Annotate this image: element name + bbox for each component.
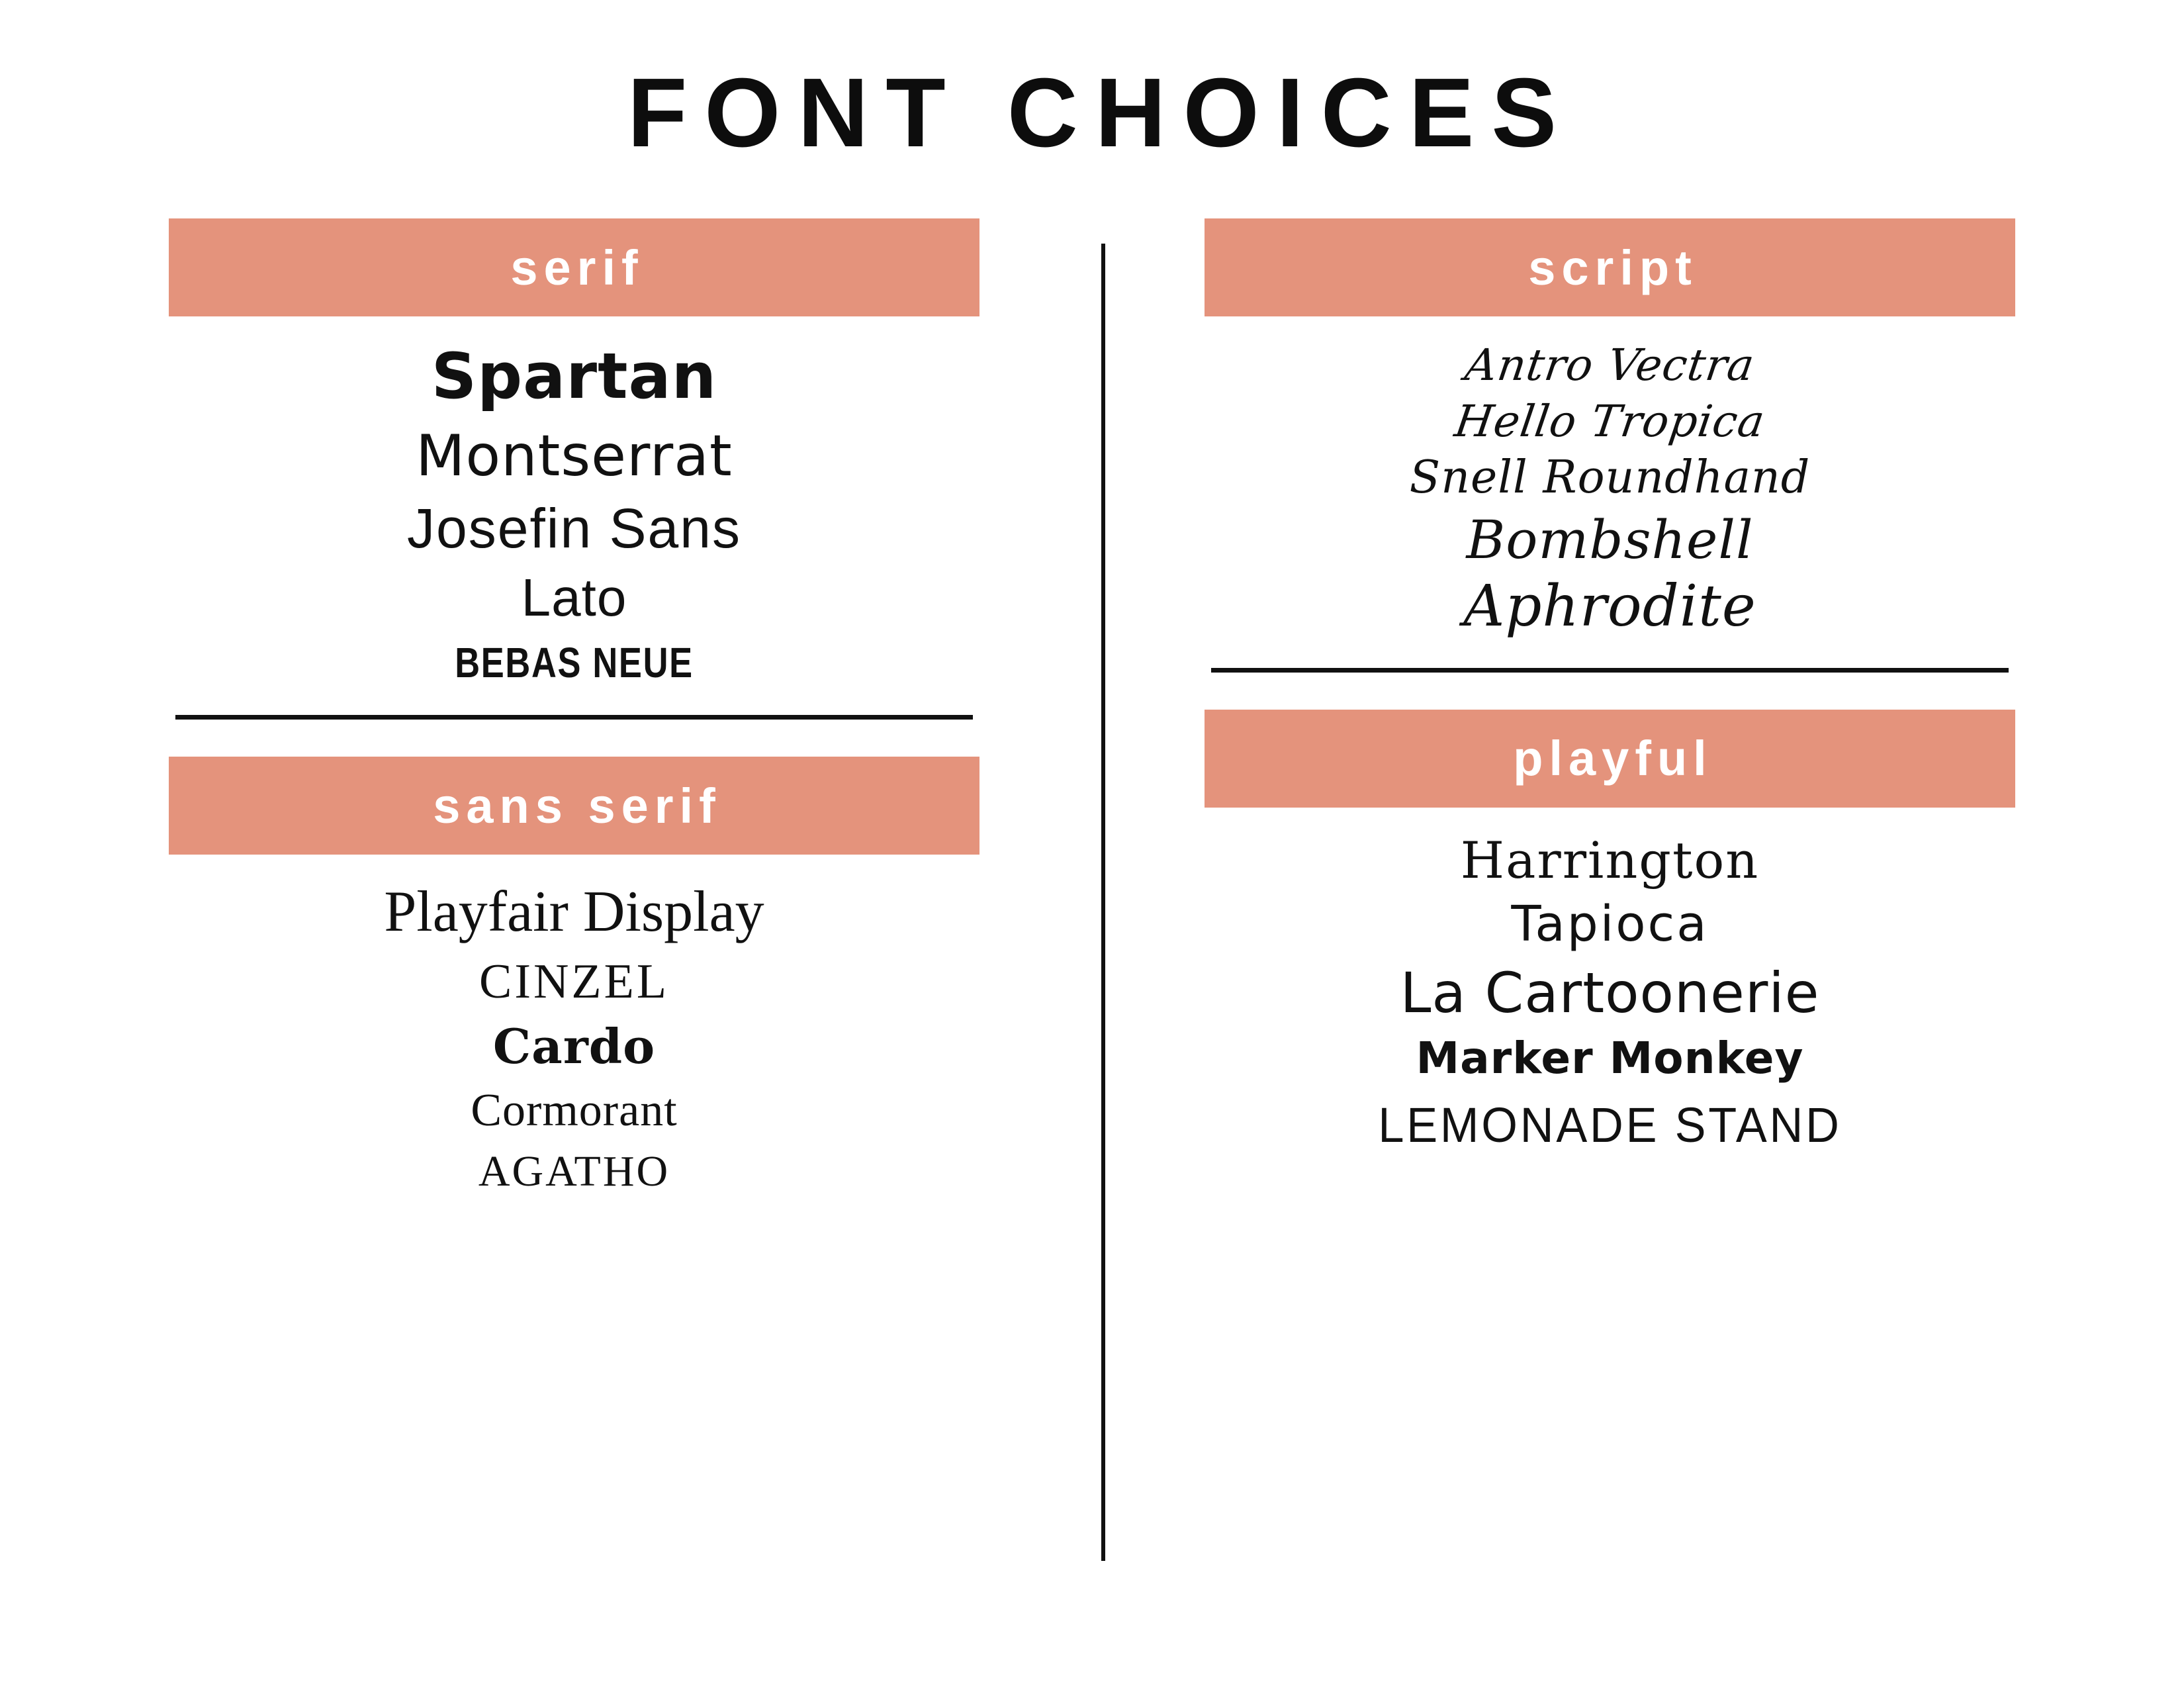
section-label-playful: playful (1513, 731, 1713, 786)
font-item-montserrat: Montserrat (416, 423, 733, 490)
font-item-la-cartoonerie: La Cartoonerie (1400, 960, 1820, 1025)
font-item-bebas-neue: BEBAS NEUE (455, 639, 694, 687)
font-item-snell-roundhand: Snell Roundhand (1409, 451, 1811, 504)
section-serif (169, 218, 979, 687)
section-playful (1205, 710, 2015, 1154)
font-item-antro-vectra: Antro Vectra (1462, 340, 1758, 391)
right-horizontal-divider (1211, 668, 2009, 673)
section-header-playful (1205, 710, 2015, 808)
font-item-spartan: Spartan (431, 340, 717, 413)
font-item-agatho: AGATHO (478, 1147, 670, 1196)
font-item-josefin-sans: Josefin Sans (407, 496, 741, 559)
font-item-cormorant: Cormorant (471, 1084, 678, 1136)
font-item-harrington: Harrington (1460, 830, 1760, 890)
section-sans-serif (169, 757, 979, 1197)
font-item-cinzel: CINZEL (478, 955, 670, 1009)
font-list-serif (169, 316, 979, 687)
font-item-tapioca: Tapioca (1511, 895, 1709, 953)
font-item-bombshell: Bombshell (1466, 508, 1754, 571)
font-item-hello-tropica: Hello Tropica (1451, 395, 1768, 447)
page-title: FONT CHOICES (627, 58, 1574, 167)
font-item-lato: Lato (521, 568, 627, 628)
columns-container (0, 218, 2184, 1688)
font-item-lemonade-stand: LEMONADE STAND (1378, 1098, 1842, 1153)
font-item-playfair-display: Playfair Display (384, 880, 764, 945)
section-script (1205, 218, 2015, 640)
section-header-script (1205, 218, 2015, 316)
font-item-marker-monkey: Marker Monkey (1416, 1032, 1804, 1084)
left-horizontal-divider (175, 715, 973, 720)
section-header-sans-serif (169, 757, 979, 855)
font-list-playful (1205, 808, 2015, 1154)
section-header-serif (169, 218, 979, 316)
section-label-serif: serif (510, 240, 644, 295)
right-column (1152, 218, 2184, 1688)
font-item-aphrodite: Aphrodite (1463, 573, 1756, 639)
font-list-sans-serif (169, 855, 979, 1197)
section-label-script: script (1528, 240, 1698, 295)
section-label-sans-serif: sans serif (433, 778, 721, 833)
font-list-script (1205, 316, 2015, 640)
left-column (0, 218, 1032, 1688)
font-item-cardo: Cardo (492, 1018, 656, 1075)
